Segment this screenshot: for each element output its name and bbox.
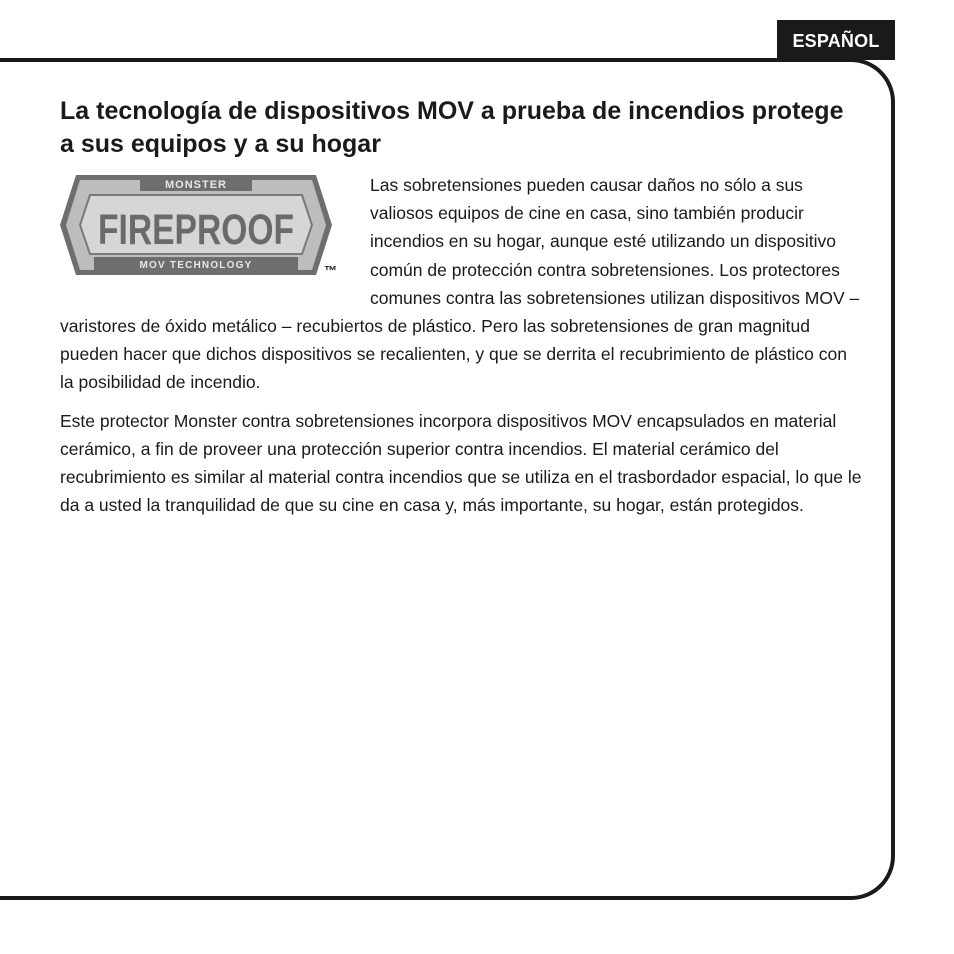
body-paragraph-1: Las sobretensiones pueden causar daños no sólo a sus valiosos equipos de cine en casa, sino también producir incendios en su hogar, aunque esté utilizando un dispositivo común de protección contra sobretensiones. Los protectores comunes contra las sobretensiones utilizan dispositivos MOV – varistores de óxido metálico – recubiertos de plástico. Pero las sobretensiones de gran magnitud pueden hacer que dichos dispositivos se recalienten, y que se derrita el recubrimiento de plástico con la posibilidad de incendio. (60, 175, 860, 393)
logo-tagline-text: MOV TECHNOLOGY (139, 260, 253, 271)
trademark-symbol: ™ (324, 263, 337, 278)
logo-brand-text: MONSTER (165, 179, 227, 191)
language-tab: ESPAÑOL (777, 20, 895, 60)
main-content (60, 171, 862, 519)
page-title: La tecnología de dispositivos MOV a prueba de incendios protege a sus equipos y a su hogar (60, 97, 844, 158)
body-paragraph-2: Este protector Monster contra sobretensiones incorpora dispositivos MOV encapsulados en material cerámico, a fin de proveer una protección superior contra incendios. El material cerámico del recubrimiento es similar al material contra incendios que se utiliza en el trasbordador espacial, lo que le da a usted la tranquilidad de que su cine en casa y, más importante, su hogar, están protegidos. (60, 410, 862, 516)
fireproof-logo (60, 173, 370, 285)
logo-word-text: FIREPROOF (98, 206, 294, 254)
fireproof-badge-icon (60, 173, 332, 277)
